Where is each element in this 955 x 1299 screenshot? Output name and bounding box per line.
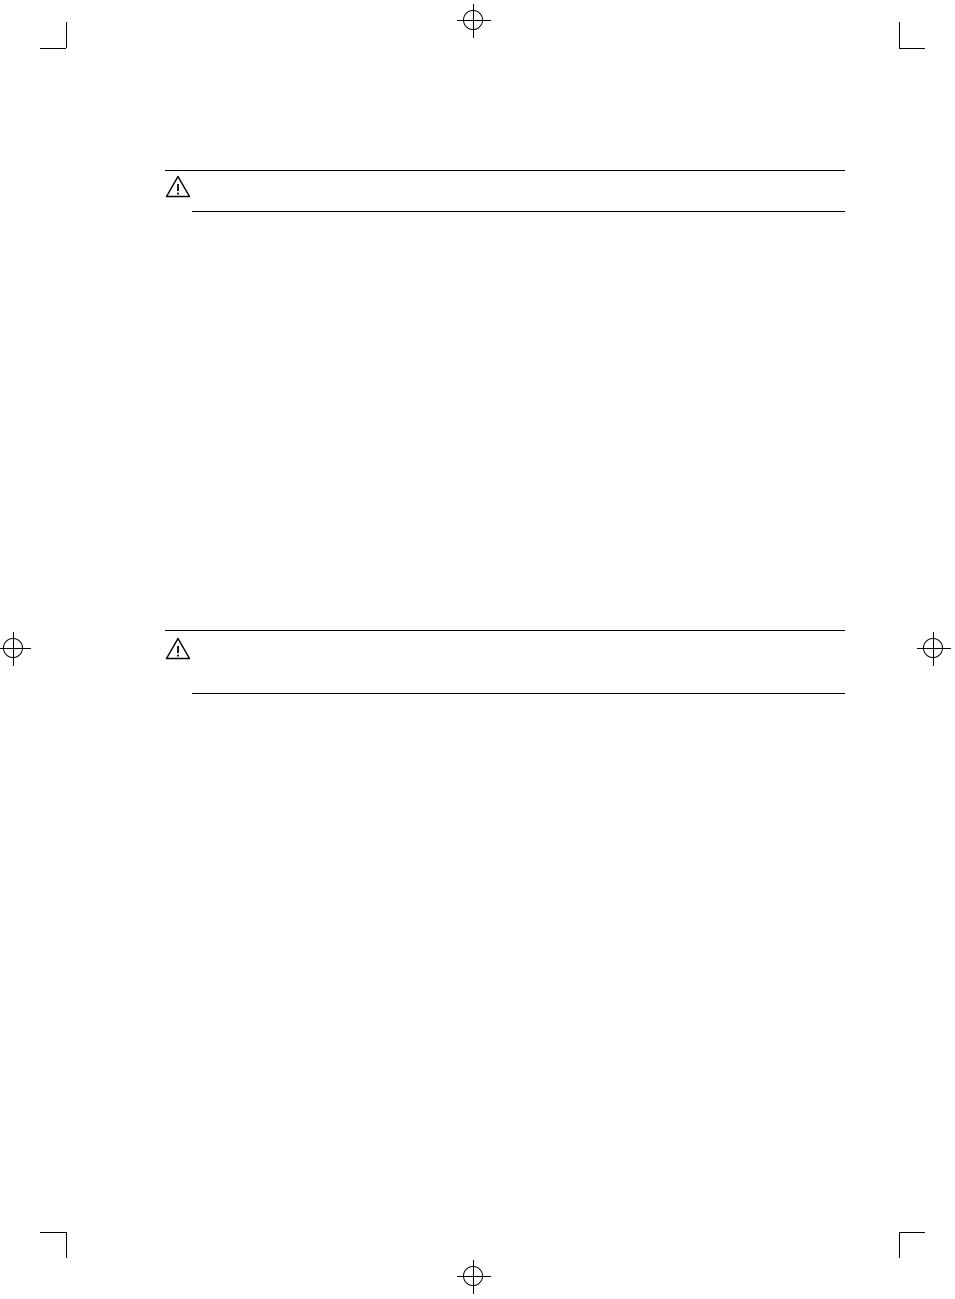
warning-text [205, 171, 845, 206]
warning-text [205, 631, 845, 666]
registration-target-bottom [457, 1260, 491, 1294]
warning-underline-segment [401, 693, 559, 694]
warning-triangle-icon [165, 637, 191, 660]
warning-block-top [165, 170, 845, 212]
registration-target-top [457, 4, 491, 38]
warning-body [165, 631, 845, 693]
registration-target-left [0, 632, 31, 666]
warning-body [165, 171, 845, 211]
warning-triangle-icon [165, 175, 191, 198]
warning-rule-bottom [192, 211, 845, 212]
warning-block-bottom [165, 630, 845, 694]
registration-target-right [917, 632, 951, 666]
